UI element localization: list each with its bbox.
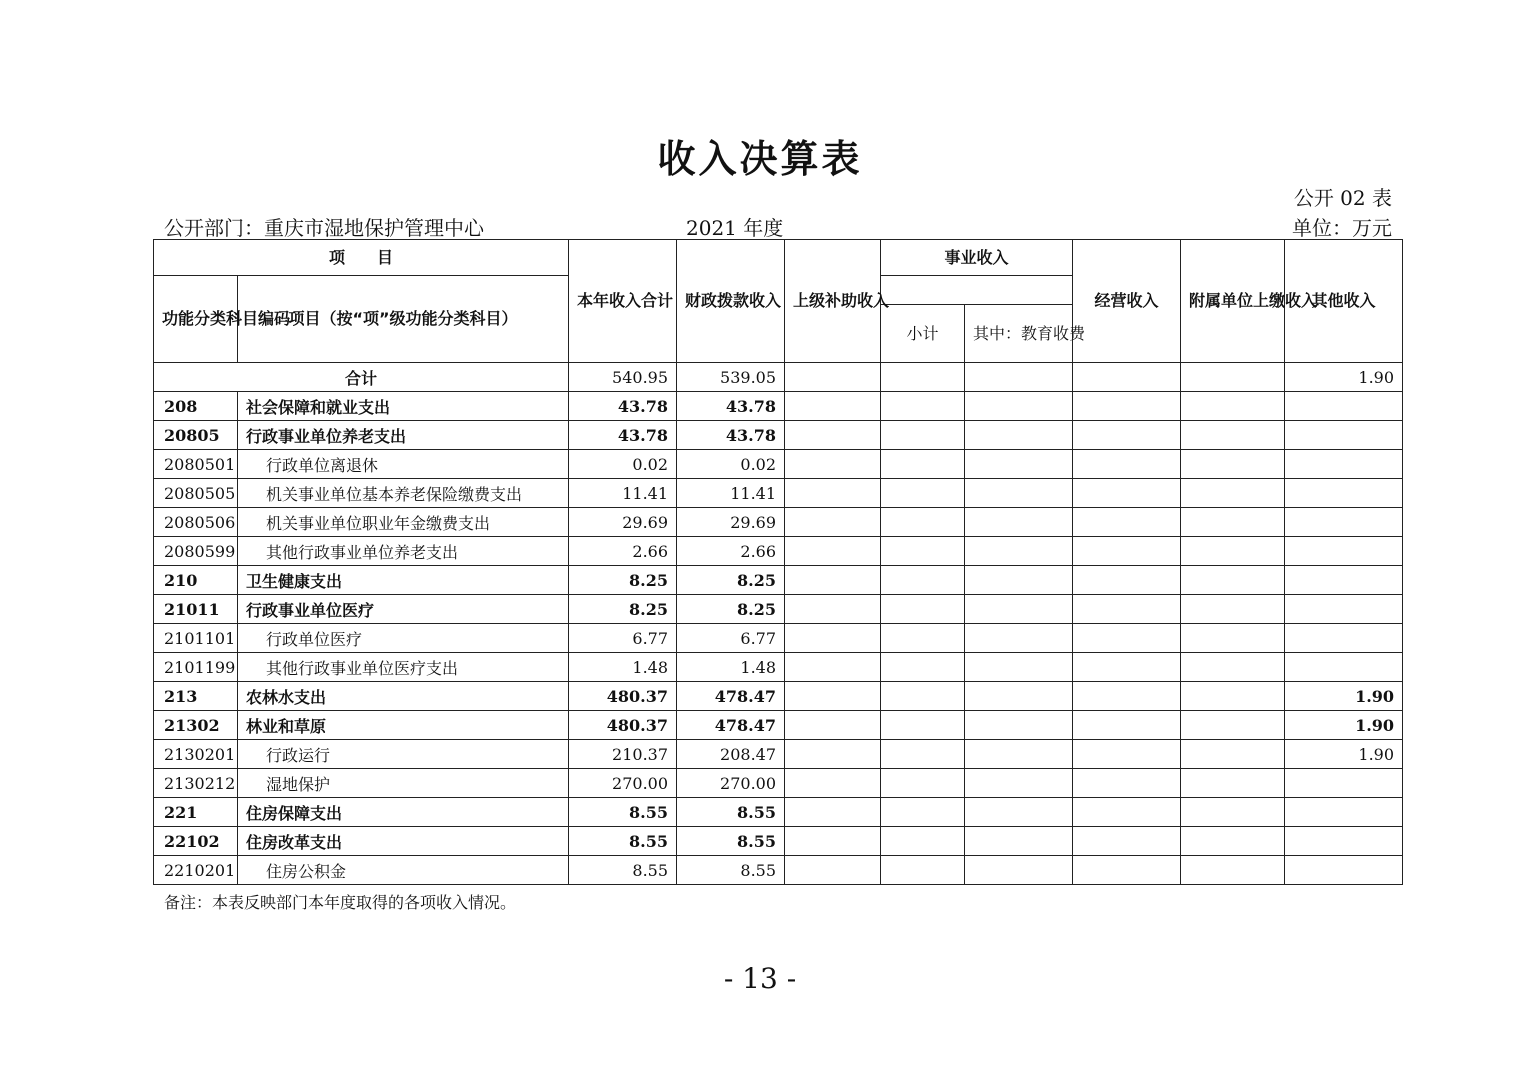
row-career-edu [965,827,1073,856]
header-other: 其他收入 [1285,240,1403,363]
row-total: 11.41 [569,479,677,508]
row-name: 行政事业单位医疗 [238,595,569,624]
row-business [1073,711,1181,740]
row-name: 社会保障和就业支出 [238,392,569,421]
row-total: 270.00 [569,769,677,798]
row-fiscal: 8.25 [677,566,785,595]
row-other [1285,537,1403,566]
row-affiliated [1181,479,1285,508]
row-name: 湿地保护 [238,769,569,798]
row-fiscal: 8.55 [677,798,785,827]
row-other [1285,798,1403,827]
row-superior [785,798,881,827]
row-code: 22102 [154,827,238,856]
row-business [1073,856,1181,885]
table-row [154,566,1403,595]
row-total: 1.48 [569,653,677,682]
footnote: 备注：本表反映部门本年度取得的各项收入情况。 [164,893,517,912]
row-other: 1.90 [1285,711,1403,740]
row-career-edu [965,450,1073,479]
row-superior [785,595,881,624]
row-affiliated [1181,566,1285,595]
row-business [1073,827,1181,856]
row-total: 43.78 [569,421,677,450]
row-fiscal: 478.47 [677,682,785,711]
header-code: 功能分类科目编码 [154,276,238,363]
row-career-edu [965,798,1073,827]
row-affiliated [1181,595,1285,624]
row-career-sub [881,624,965,653]
row-career-edu [965,711,1073,740]
row-business [1073,798,1181,827]
row-name: 其他行政事业单位养老支出 [238,537,569,566]
row-superior [785,769,881,798]
total-income: 540.95 [569,363,677,392]
table-row [154,624,1403,653]
header-career-edu: 其中：教育收费 [965,305,1073,363]
row-affiliated [1181,537,1285,566]
row-code: 2210201 [154,856,238,885]
row-name: 其他行政事业单位医疗支出 [238,653,569,682]
row-code: 210 [154,566,238,595]
row-career-sub [881,537,965,566]
row-career-sub [881,827,965,856]
row-business [1073,450,1181,479]
row-other [1285,653,1403,682]
table-row [154,537,1403,566]
row-code: 2080599 [154,537,238,566]
row-other: 1.90 [1285,740,1403,769]
row-career-edu [965,624,1073,653]
row-superior [785,856,881,885]
row-total: 8.55 [569,856,677,885]
row-code: 2080501 [154,450,238,479]
row-name: 住房保障支出 [238,798,569,827]
row-code: 2130201 [154,740,238,769]
row-other [1285,624,1403,653]
row-name: 行政事业单位养老支出 [238,421,569,450]
header-total: 本年收入合计 [569,240,677,363]
table-row [154,653,1403,682]
row-superior [785,740,881,769]
row-affiliated [1181,740,1285,769]
row-total: 0.02 [569,450,677,479]
row-affiliated [1181,711,1285,740]
row-affiliated [1181,827,1285,856]
row-superior [785,421,881,450]
row-name: 机关事业单位基本养老保险缴费支出 [238,479,569,508]
row-code: 213 [154,682,238,711]
row-affiliated [1181,856,1285,885]
row-career-edu [965,740,1073,769]
row-superior [785,566,881,595]
table-row [154,856,1403,885]
row-career-edu [965,537,1073,566]
row-career-sub [881,595,965,624]
row-total: 8.25 [569,595,677,624]
row-total: 6.77 [569,624,677,653]
row-other [1285,856,1403,885]
row-code: 221 [154,798,238,827]
row-code: 2130212 [154,769,238,798]
row-total: 8.55 [569,798,677,827]
row-total: 480.37 [569,682,677,711]
row-fiscal: 8.55 [677,827,785,856]
row-superior [785,653,881,682]
row-career-edu [965,392,1073,421]
row-affiliated [1181,798,1285,827]
row-fiscal: 2.66 [677,537,785,566]
row-fiscal: 8.55 [677,856,785,885]
row-total: 480.37 [569,711,677,740]
row-career-edu [965,508,1073,537]
row-career-sub [881,421,965,450]
row-career-edu [965,653,1073,682]
row-total: 8.55 [569,827,677,856]
row-fiscal: 478.47 [677,711,785,740]
row-career-sub [881,769,965,798]
row-other [1285,450,1403,479]
total-label: 合计 [154,363,569,392]
row-superior [785,508,881,537]
row-superior [785,392,881,421]
row-total: 2.66 [569,537,677,566]
row-career-sub [881,682,965,711]
row-affiliated [1181,508,1285,537]
row-name: 机关事业单位职业年金缴费支出 [238,508,569,537]
row-name: 卫生健康支出 [238,566,569,595]
row-career-sub [881,566,965,595]
row-fiscal: 29.69 [677,508,785,537]
row-affiliated [1181,653,1285,682]
row-superior [785,479,881,508]
row-career-sub [881,798,965,827]
table-row [154,740,1403,769]
row-fiscal: 0.02 [677,450,785,479]
row-other [1285,827,1403,856]
row-other [1285,595,1403,624]
row-business [1073,392,1181,421]
row-business [1073,479,1181,508]
table-row [154,682,1403,711]
header-name: 项目（按“项”级功能分类科目） [238,276,569,363]
row-career-sub [881,479,965,508]
total-fiscal: 539.05 [677,363,785,392]
row-fiscal: 11.41 [677,479,785,508]
row-business [1073,769,1181,798]
department-label: 公开部门：重庆市湿地保护管理中心 [164,216,484,240]
row-business [1073,682,1181,711]
row-fiscal: 1.48 [677,653,785,682]
row-other [1285,566,1403,595]
row-career-sub [881,392,965,421]
table-row [154,827,1403,856]
row-code: 21011 [154,595,238,624]
table-row [154,421,1403,450]
page-number: - 13 - [723,962,797,995]
row-superior [785,450,881,479]
header-affiliated: 附属单位上缴收入 [1181,240,1285,363]
row-other [1285,508,1403,537]
row-name: 住房改革支出 [238,827,569,856]
table-row [154,392,1403,421]
unit-label: 单位：万元 [1292,216,1392,240]
row-business [1073,595,1181,624]
row-code: 2080506 [154,508,238,537]
table-row [154,595,1403,624]
header-career: 事业收入 [881,240,1073,276]
table-row [154,711,1403,740]
form-number: 公开 02 表 [1293,186,1392,210]
row-name: 行政运行 [238,740,569,769]
row-affiliated [1181,450,1285,479]
table-row [154,769,1403,798]
row-total: 43.78 [569,392,677,421]
row-career-edu [965,479,1073,508]
row-affiliated [1181,421,1285,450]
row-name: 农林水支出 [238,682,569,711]
row-business [1073,566,1181,595]
row-affiliated [1181,392,1285,421]
income-table [153,239,1403,885]
row-name: 行政单位离退休 [238,450,569,479]
row-career-edu [965,856,1073,885]
row-affiliated [1181,682,1285,711]
row-name: 林业和草原 [238,711,569,740]
row-code: 2101199 [154,653,238,682]
total-row [154,363,1403,392]
row-other [1285,479,1403,508]
total-other: 1.90 [1285,363,1403,392]
row-other: 1.90 [1285,682,1403,711]
row-career-sub [881,711,965,740]
row-fiscal: 43.78 [677,421,785,450]
row-superior [785,711,881,740]
row-code: 2101101 [154,624,238,653]
row-career-sub [881,653,965,682]
row-business [1073,537,1181,566]
row-business [1073,421,1181,450]
header-business: 经营收入 [1073,240,1181,363]
row-superior [785,827,881,856]
row-superior [785,624,881,653]
row-other [1285,392,1403,421]
row-business [1073,740,1181,769]
row-code: 2080505 [154,479,238,508]
row-career-sub [881,450,965,479]
row-total: 210.37 [569,740,677,769]
row-business [1073,653,1181,682]
row-business [1073,508,1181,537]
row-business [1073,624,1181,653]
row-total: 8.25 [569,566,677,595]
row-career-edu [965,566,1073,595]
table-row [154,508,1403,537]
header-career-sub: 小计 [881,305,965,363]
row-career-edu [965,682,1073,711]
table-row [154,798,1403,827]
row-career-sub [881,508,965,537]
row-name: 行政单位医疗 [238,624,569,653]
row-superior [785,537,881,566]
table-row [154,479,1403,508]
table-row [154,450,1403,479]
row-career-edu [965,421,1073,450]
page-title: 收入决算表 [657,137,863,181]
header-fiscal: 财政拨款收入 [677,240,785,363]
header-superior: 上级补助收入 [785,240,881,363]
header-item: 项 目 [154,240,569,276]
row-career-sub [881,856,965,885]
row-fiscal: 43.78 [677,392,785,421]
row-code: 208 [154,392,238,421]
row-code: 20805 [154,421,238,450]
row-name: 住房公积金 [238,856,569,885]
row-fiscal: 208.47 [677,740,785,769]
row-superior [785,682,881,711]
row-affiliated [1181,769,1285,798]
row-fiscal: 8.25 [677,595,785,624]
row-career-sub [881,740,965,769]
row-career-edu [965,769,1073,798]
row-other [1285,769,1403,798]
row-fiscal: 270.00 [677,769,785,798]
row-other [1285,421,1403,450]
row-fiscal: 6.77 [677,624,785,653]
row-code: 21302 [154,711,238,740]
fiscal-year: 2021 年度 [686,216,784,240]
row-affiliated [1181,624,1285,653]
row-career-edu [965,595,1073,624]
row-total: 29.69 [569,508,677,537]
